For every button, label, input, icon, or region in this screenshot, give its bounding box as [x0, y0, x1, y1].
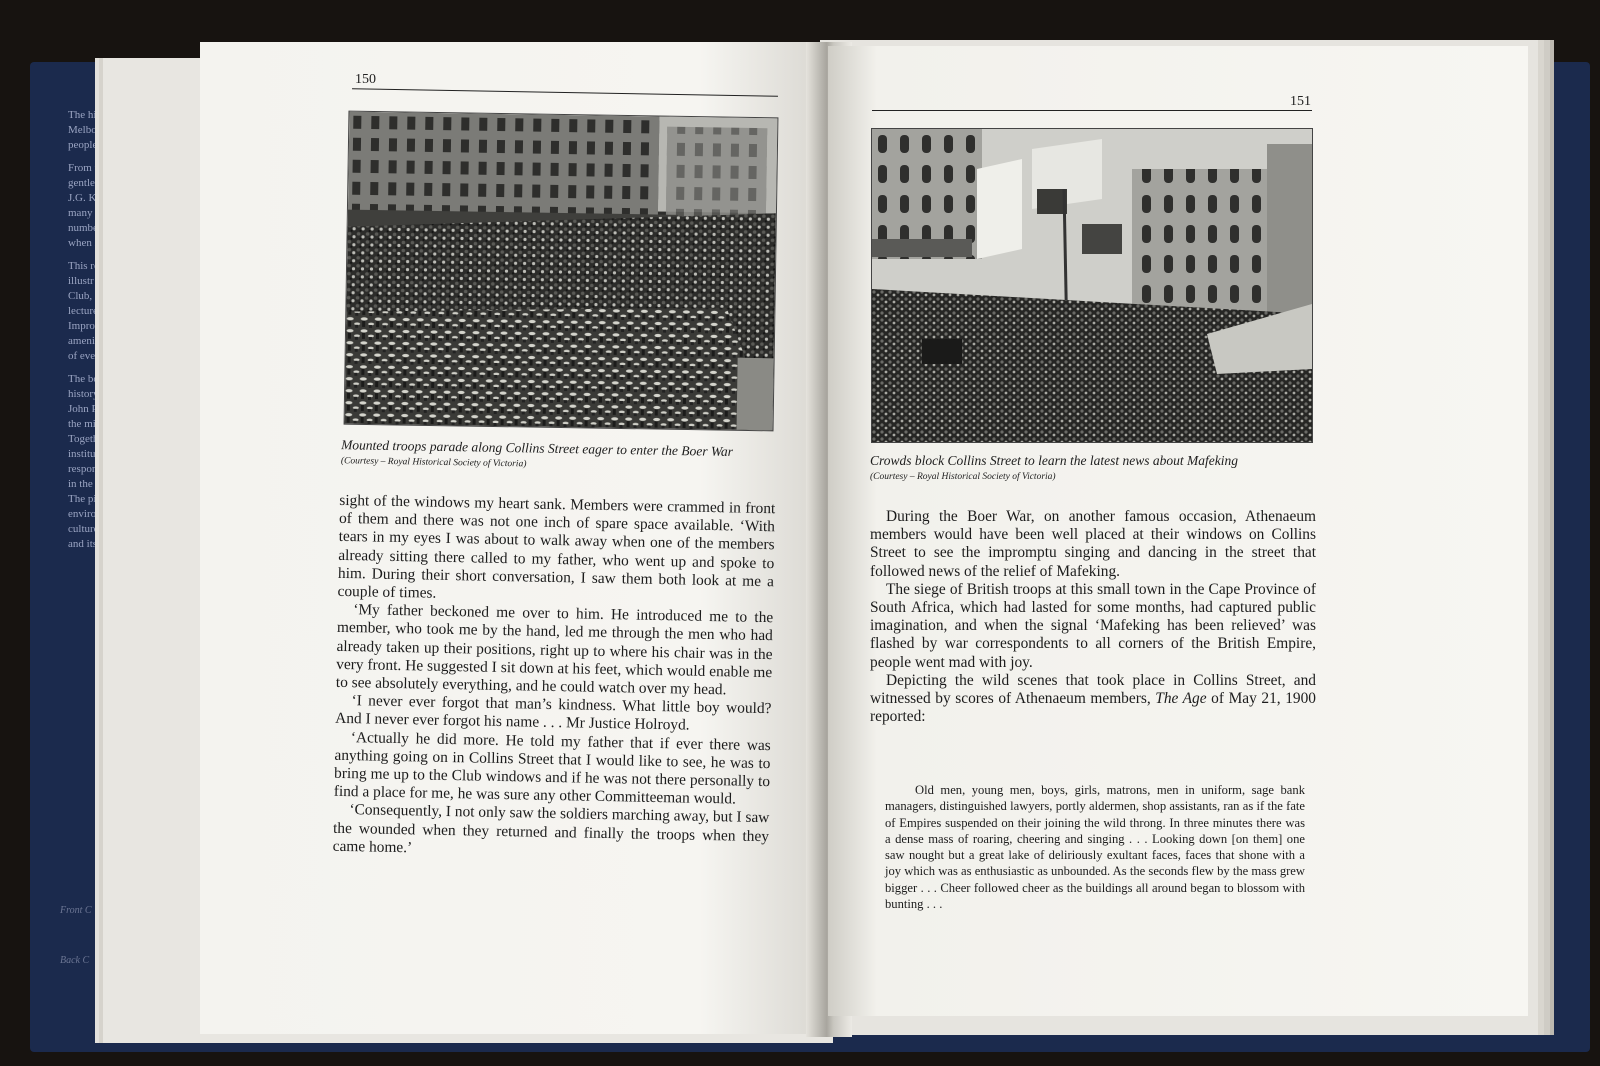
caption-right	[870, 452, 1310, 482]
page-number-left: 150	[355, 72, 376, 87]
photo-mounted-troops	[344, 111, 779, 432]
left-paragraph: ‘Consequently, I not only saw the soldiers marching away, but I saw the wounded when they returned and finally the troops when they came home.’	[332, 801, 770, 857]
caption-left-text: Mounted troops parade along Collins Street eager to enter the Boer War	[341, 437, 734, 459]
caption-right-text: Crowds block Collins Street to learn the latest news about Mafeking	[870, 453, 1238, 468]
cover-front-credit: Front C	[60, 905, 92, 916]
right-paragraph: The siege of British troops at this small town in the Cape Province of South Africa, which had lasted for some months, had captured public imagination, and when the signal ‘Mafeking has been relieved’ was flashed by war correspondents to all corners of the British Empire, people went mad with joy.	[870, 580, 1316, 671]
caption-right-credit: (Courtesy – Royal Historical Society of Victoria)	[870, 472, 1056, 482]
header-rule-right	[872, 110, 1312, 111]
left-paragraph: ‘My father beckoned me over to him. He introduced me to the member, who took me by the hand, led me through the men who had already taken up their positions, right up to where his chair was in the very front. He suggested I sit down at his feet, which would enable me to see absolutely everything, and he could watch over my head.	[335, 601, 774, 699]
photo-mafeking-crowd	[871, 128, 1313, 443]
age-quote	[885, 782, 1305, 912]
right-paragraph: Depicting the wild scenes that took place in Collins Street, and witnessed by scores of Athenaeum members, The Age of May 21, 1900 reported:	[870, 671, 1316, 726]
right-body-text	[870, 508, 1316, 726]
quote-text: Old men, young men, boys, girls, matrons, men in uniform, sage bank managers, distinguished lawyers, portly aldermen, shop assistants, ran as if the fate of Empires suspended on their joining the wild throng. In three minutes there was a dense mass of roaring, cheering and singing . . . Looking down [on them] one saw nought but a great lake of deliriously exultant faces, faces that shone with a joy which was as enthusiastic as unbounded. As the seconds flew by the mass grew bigger . . . Cheer followed cheer as the buildings all around began to blossom with bunting . . .	[885, 783, 1305, 912]
left-paragraph: ‘Actually he did more. He told my father that if ever there was anything going on in Collins Street that I would like to see, he was to bring me up to the Club windows and if he was not there personally to find a place for me, he was sure any other Committeeman would.	[333, 728, 771, 808]
caption-left-credit: (Courtesy – Royal Historical Society of Victoria)	[340, 456, 527, 470]
page-number-right: 151	[1290, 94, 1311, 109]
cover-blurb: The his Melbou people From t gentler J.G. Kr many s numbe when i This re illustr Club, f lecture Improv ameni of eve The bo history John P the mil Togeth institu respon in the s The pi enviro culture and its	[68, 109, 103, 550]
left-body-text	[333, 492, 776, 864]
left-paragraph: ‘I never ever forgot that man’s kindness. What little boy would? And I never ever forgot his name . . . Mr Justice Holroyd.	[335, 692, 772, 735]
cover-back-credit: Back C	[60, 955, 90, 966]
left-paragraph: sight of the windows my heart sank. Members were crammed in front of them and there was not one inch of spare space available. ‘With tears in my eyes I was about to walk away when one of the members already sitting there called to my father, who went up and spoke to him. During their short conversation, I saw them both look at me a couple of times.	[337, 491, 776, 602]
right-paragraph: During the Boer War, on another famous occasion, Athenaeum members would have been well placed at their windows on Collins Street to see the impromptu singing and dancing in the street that followed news of the relief of Mafeking.	[870, 508, 1316, 580]
